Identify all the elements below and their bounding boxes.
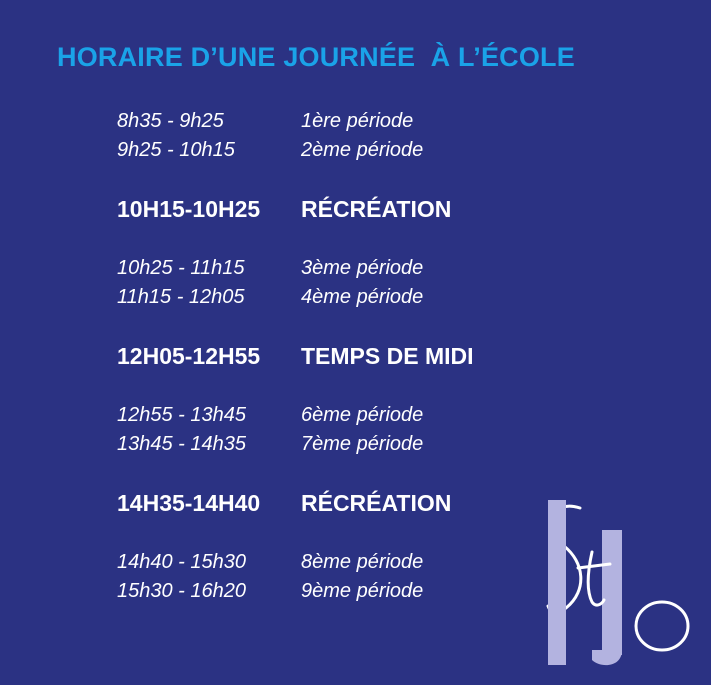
period-label: 4ème période	[301, 286, 424, 308]
page-title: HORAIRE D’UNE JOURNÉE À L’ÉCOLE	[57, 42, 575, 72]
time-range: 13h45 - 14h35	[117, 433, 247, 455]
break-label: TEMPS DE MIDI	[301, 343, 474, 369]
schedule-row	[117, 283, 577, 312]
period-label: 2ème période	[301, 139, 424, 161]
time-range: 8h35 - 9h25	[117, 110, 224, 132]
time-range: 12H05-12H55	[117, 343, 261, 369]
schedule-row	[117, 254, 577, 283]
logo-j-stem	[602, 530, 622, 655]
period-label: 3ème période	[301, 257, 424, 279]
schedule-row	[117, 430, 577, 459]
time-range: 15h30 - 16h20	[117, 580, 247, 602]
period-label: 9ème période	[301, 580, 424, 602]
period-label: 6ème période	[301, 404, 424, 426]
break-row	[117, 195, 577, 224]
schedule-row	[117, 548, 577, 577]
time-range: 14H35-14H40	[117, 490, 261, 516]
schedule-row	[117, 577, 577, 606]
school-logo	[540, 490, 700, 670]
logo-o-letter	[636, 602, 688, 650]
time-range: 9h25 - 10h15	[117, 139, 235, 161]
time-range: 14h40 - 15h30	[117, 551, 247, 573]
logo-bar-left	[548, 500, 566, 665]
time-range: 10H15-10H25	[117, 196, 261, 222]
break-label: RÉCRÉATION	[301, 196, 452, 222]
break-row	[117, 342, 577, 371]
period-label: 8ème période	[301, 551, 424, 573]
period-label: 7ème période	[301, 433, 424, 455]
time-range: 10h25 - 11h15	[117, 257, 245, 279]
schedule-row	[117, 136, 577, 165]
schedule-row	[117, 107, 577, 136]
break-label: RÉCRÉATION	[301, 490, 452, 516]
break-row	[117, 489, 577, 518]
period-label: 1ère période	[301, 110, 414, 132]
time-range: 12h55 - 13h45	[117, 404, 247, 426]
time-range: 11h15 - 12h05	[117, 286, 245, 308]
logo-j-hook	[592, 650, 622, 665]
schedule-list	[117, 107, 577, 606]
schedule-row	[117, 401, 577, 430]
